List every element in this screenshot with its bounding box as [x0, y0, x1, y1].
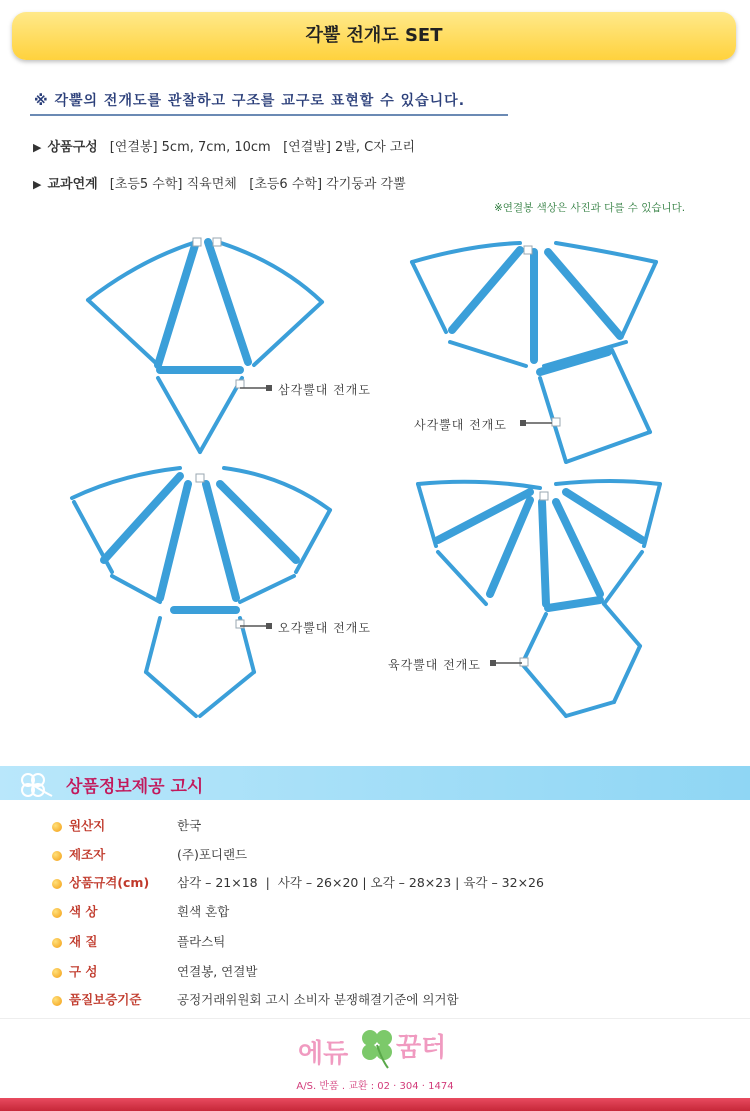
bullet-icon: [52, 938, 62, 948]
info-row-warranty: [52, 990, 459, 1010]
spec-value: [초등5 수학] 직육면체 [초등6 수학] 각기둥과 각뿔: [109, 177, 406, 192]
info-key: 제조자: [69, 847, 106, 862]
bullet-icon: [52, 822, 62, 832]
info-row-color: [52, 902, 229, 922]
info-row-components: [52, 962, 257, 982]
subtitle-underline: [30, 114, 508, 116]
spec-curriculum: [33, 173, 406, 192]
bottom-accent-bar: [0, 1098, 750, 1111]
triangle-frustum-net: [88, 242, 322, 452]
clover-icon: [14, 770, 58, 800]
bullet-icon: [52, 851, 62, 861]
spec-value: [연결봉] 5cm, 7cm, 10cm [연결발] 2발, C자 고리: [109, 140, 416, 155]
arrow-right-icon: ▶: [33, 141, 42, 154]
info-value: 삼각 – 21×18 | 사각 – 26×20 | 오각 – 28×23 | 육각 – 32×26: [177, 875, 544, 890]
hexagon-frustum-net: [418, 481, 660, 716]
title-banner: [12, 12, 736, 60]
info-row-maker: [52, 845, 247, 865]
hexagon-frustum-label: 육각뿔대 전개도: [388, 658, 481, 672]
spec-key: 상품구성: [47, 140, 98, 155]
triangle-frustum-label: 삼각뿔대 전개도: [278, 383, 371, 397]
subtitle: ※ 각뿔의 전개도를 관찰하고 구조를 교구로 표현할 수 있습니다.: [34, 93, 466, 109]
info-row-origin: [52, 816, 201, 836]
pentagon-frustum-label: 오각뿔대 전개도: [278, 621, 371, 635]
info-key: 상품규격(cm): [69, 875, 150, 890]
logo-text-left: 에듀: [298, 1039, 349, 1069]
info-key: 원산지: [69, 818, 106, 833]
clover-logo-icon: [362, 1030, 392, 1068]
bullet-icon: [52, 908, 62, 918]
arrow-right-icon: ▶: [33, 178, 42, 191]
info-key: 색 상: [69, 904, 98, 919]
info-row-material: [52, 932, 225, 952]
as-contact: A/S. 반품 . 교환 : 02 · 304 · 1474: [296, 1081, 454, 1092]
info-title: 상품정보제공 고시: [66, 777, 204, 797]
info-row-size: [52, 873, 544, 893]
info-value: 연결봉, 연결발: [177, 964, 258, 979]
net-diagrams: [0, 225, 750, 735]
bullet-icon: [52, 879, 62, 889]
spec-key: 교과연계: [47, 177, 98, 192]
pentagon-frustum-net: [72, 468, 330, 716]
logo-text-right: 꿈터: [396, 1033, 447, 1063]
info-value: 공정거래위원회 고시 소비자 분쟁해결기준에 의거함: [177, 992, 459, 1007]
info-value: 플라스틱: [177, 934, 226, 949]
info-key: 품질보증기준: [69, 992, 142, 1007]
square-frustum-label: 사각뿔대 전개도: [414, 418, 507, 432]
info-value: 흰색 혼합: [177, 904, 230, 919]
bullet-icon: [52, 968, 62, 978]
spec-composition: [33, 136, 415, 155]
info-value: 한국: [177, 818, 202, 833]
brand-logo: [296, 1016, 456, 1076]
color-note: ※연결봉 색상은 사진과 다를 수 있습니다.: [494, 202, 686, 214]
info-key: 재 질: [69, 934, 98, 949]
info-value: (주)포디랜드: [177, 847, 248, 862]
bullet-icon: [52, 996, 62, 1006]
info-key: 구 성: [69, 964, 98, 979]
page-title: 각뿔 전개도 SET: [305, 25, 443, 46]
